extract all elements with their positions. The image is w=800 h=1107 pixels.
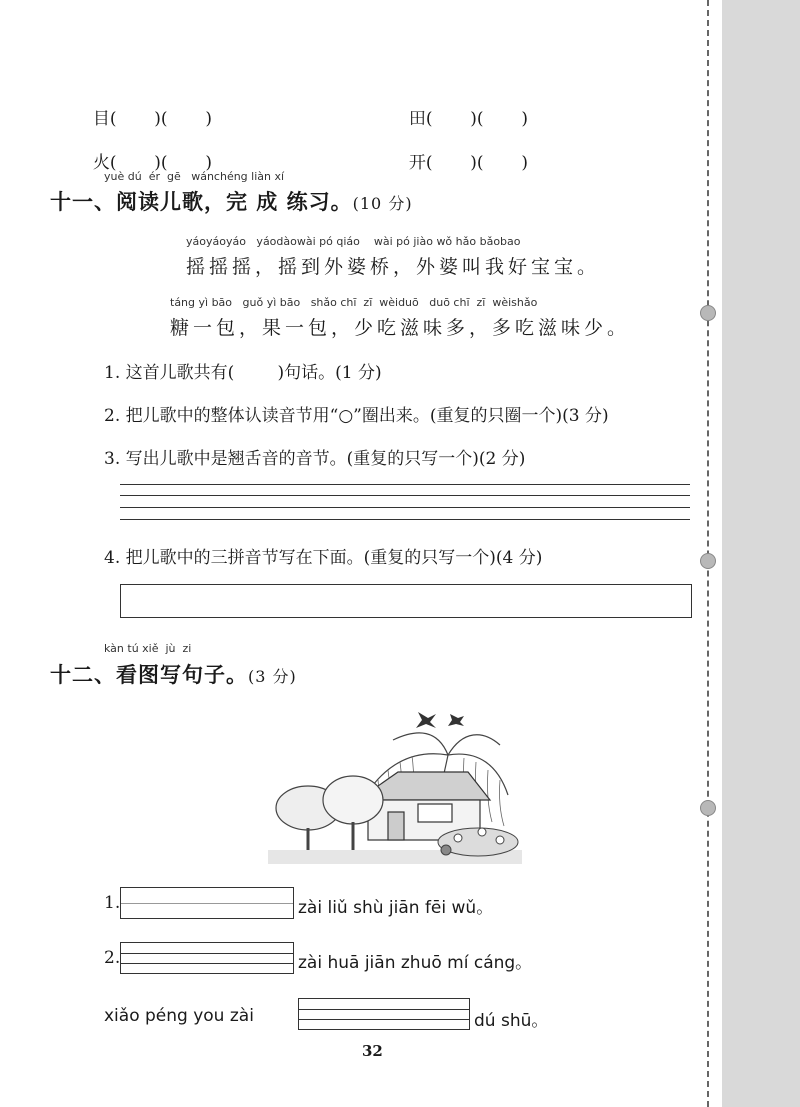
question-3: 3. 写出儿歌中是翘舌音的音节。(重复的只写一个)(2 分) (104, 449, 526, 469)
poem-line: 糖一包，果一包，少吃滋味多，多吃滋味少。 (170, 317, 631, 339)
answer-box-q4[interactable] (120, 584, 692, 618)
char-row (82, 84, 212, 129)
poem-line: 摇摇摇，摇到外婆桥，外婆叫我好宝宝。 (186, 256, 601, 278)
section-title-pinyin: kàn tú xiě jù zi (104, 642, 192, 655)
binding-hole (700, 305, 716, 321)
answer-box-3[interactable] (298, 998, 470, 1030)
sentence-num: 2. (104, 948, 121, 968)
section-title (50, 186, 413, 216)
sentence-pinyin: zài huā jiān zhuō mí cáng。 (298, 953, 533, 973)
answer-blanks[interactable]: ( )( ) (109, 109, 212, 129)
char-label: 火 (92, 153, 110, 173)
sentence-pinyin: xiǎo péng you zài (104, 1006, 254, 1026)
binding-hole (700, 553, 716, 569)
poem-pinyin: yáoyáoyáo yáodàowài pó qiáo wài pó jiào wǒ hǎo bǎobao (186, 235, 521, 248)
sentence-num: 1. (104, 893, 121, 913)
char-row (398, 84, 528, 129)
answer-blanks[interactable]: ( )( ) (425, 109, 528, 129)
section-score: (3 分) (248, 667, 297, 686)
sentence-pinyin: dú shū。 (474, 1011, 549, 1031)
section-title-text: 十一、阅读儿歌，完 成 练习。 (50, 189, 353, 214)
sentence-pinyin: zài liǔ shù jiān fēi wǔ。 (298, 898, 494, 918)
section-title-pinyin: yuè dú ér gē wánchéng liàn xí (104, 170, 285, 183)
section-title-text: 十二、看图写句子。 (50, 662, 248, 687)
answer-blanks[interactable]: ( )( ) (425, 153, 528, 173)
scene-illustration (268, 700, 522, 864)
char-label: 田 (408, 109, 426, 129)
flower-bush (438, 828, 518, 856)
answer-box-1[interactable] (120, 887, 294, 919)
page-number: 32 (362, 1042, 383, 1060)
char-label: 开 (408, 153, 426, 173)
section-title (50, 659, 297, 689)
answer-box-2[interactable] (120, 942, 294, 974)
section-score: (10 分) (352, 194, 413, 213)
poem-pinyin: táng yì bāo guǒ yì bāo shǎo chī zī wèiduō duō chī zī wèishǎo (170, 296, 538, 309)
question-2: 2. 把儿歌中的整体认读音节用“○”圈出来。(重复的只圈一个)(3 分) (104, 406, 609, 426)
answer-blanks[interactable]: ( )( ) (109, 153, 212, 173)
answer-grid-q3[interactable] (120, 484, 690, 520)
question-1: 1. 这首儿歌共有( )句话。(1 分) (104, 363, 382, 383)
page-margin-strip (722, 0, 800, 1107)
char-row (398, 128, 528, 173)
char-label: 目 (92, 109, 110, 129)
question-4: 4. 把儿歌中的三拼音节写在下面。(重复的只写一个)(4 分) (104, 548, 543, 568)
binding-hole (700, 800, 716, 816)
char-row (82, 128, 212, 173)
